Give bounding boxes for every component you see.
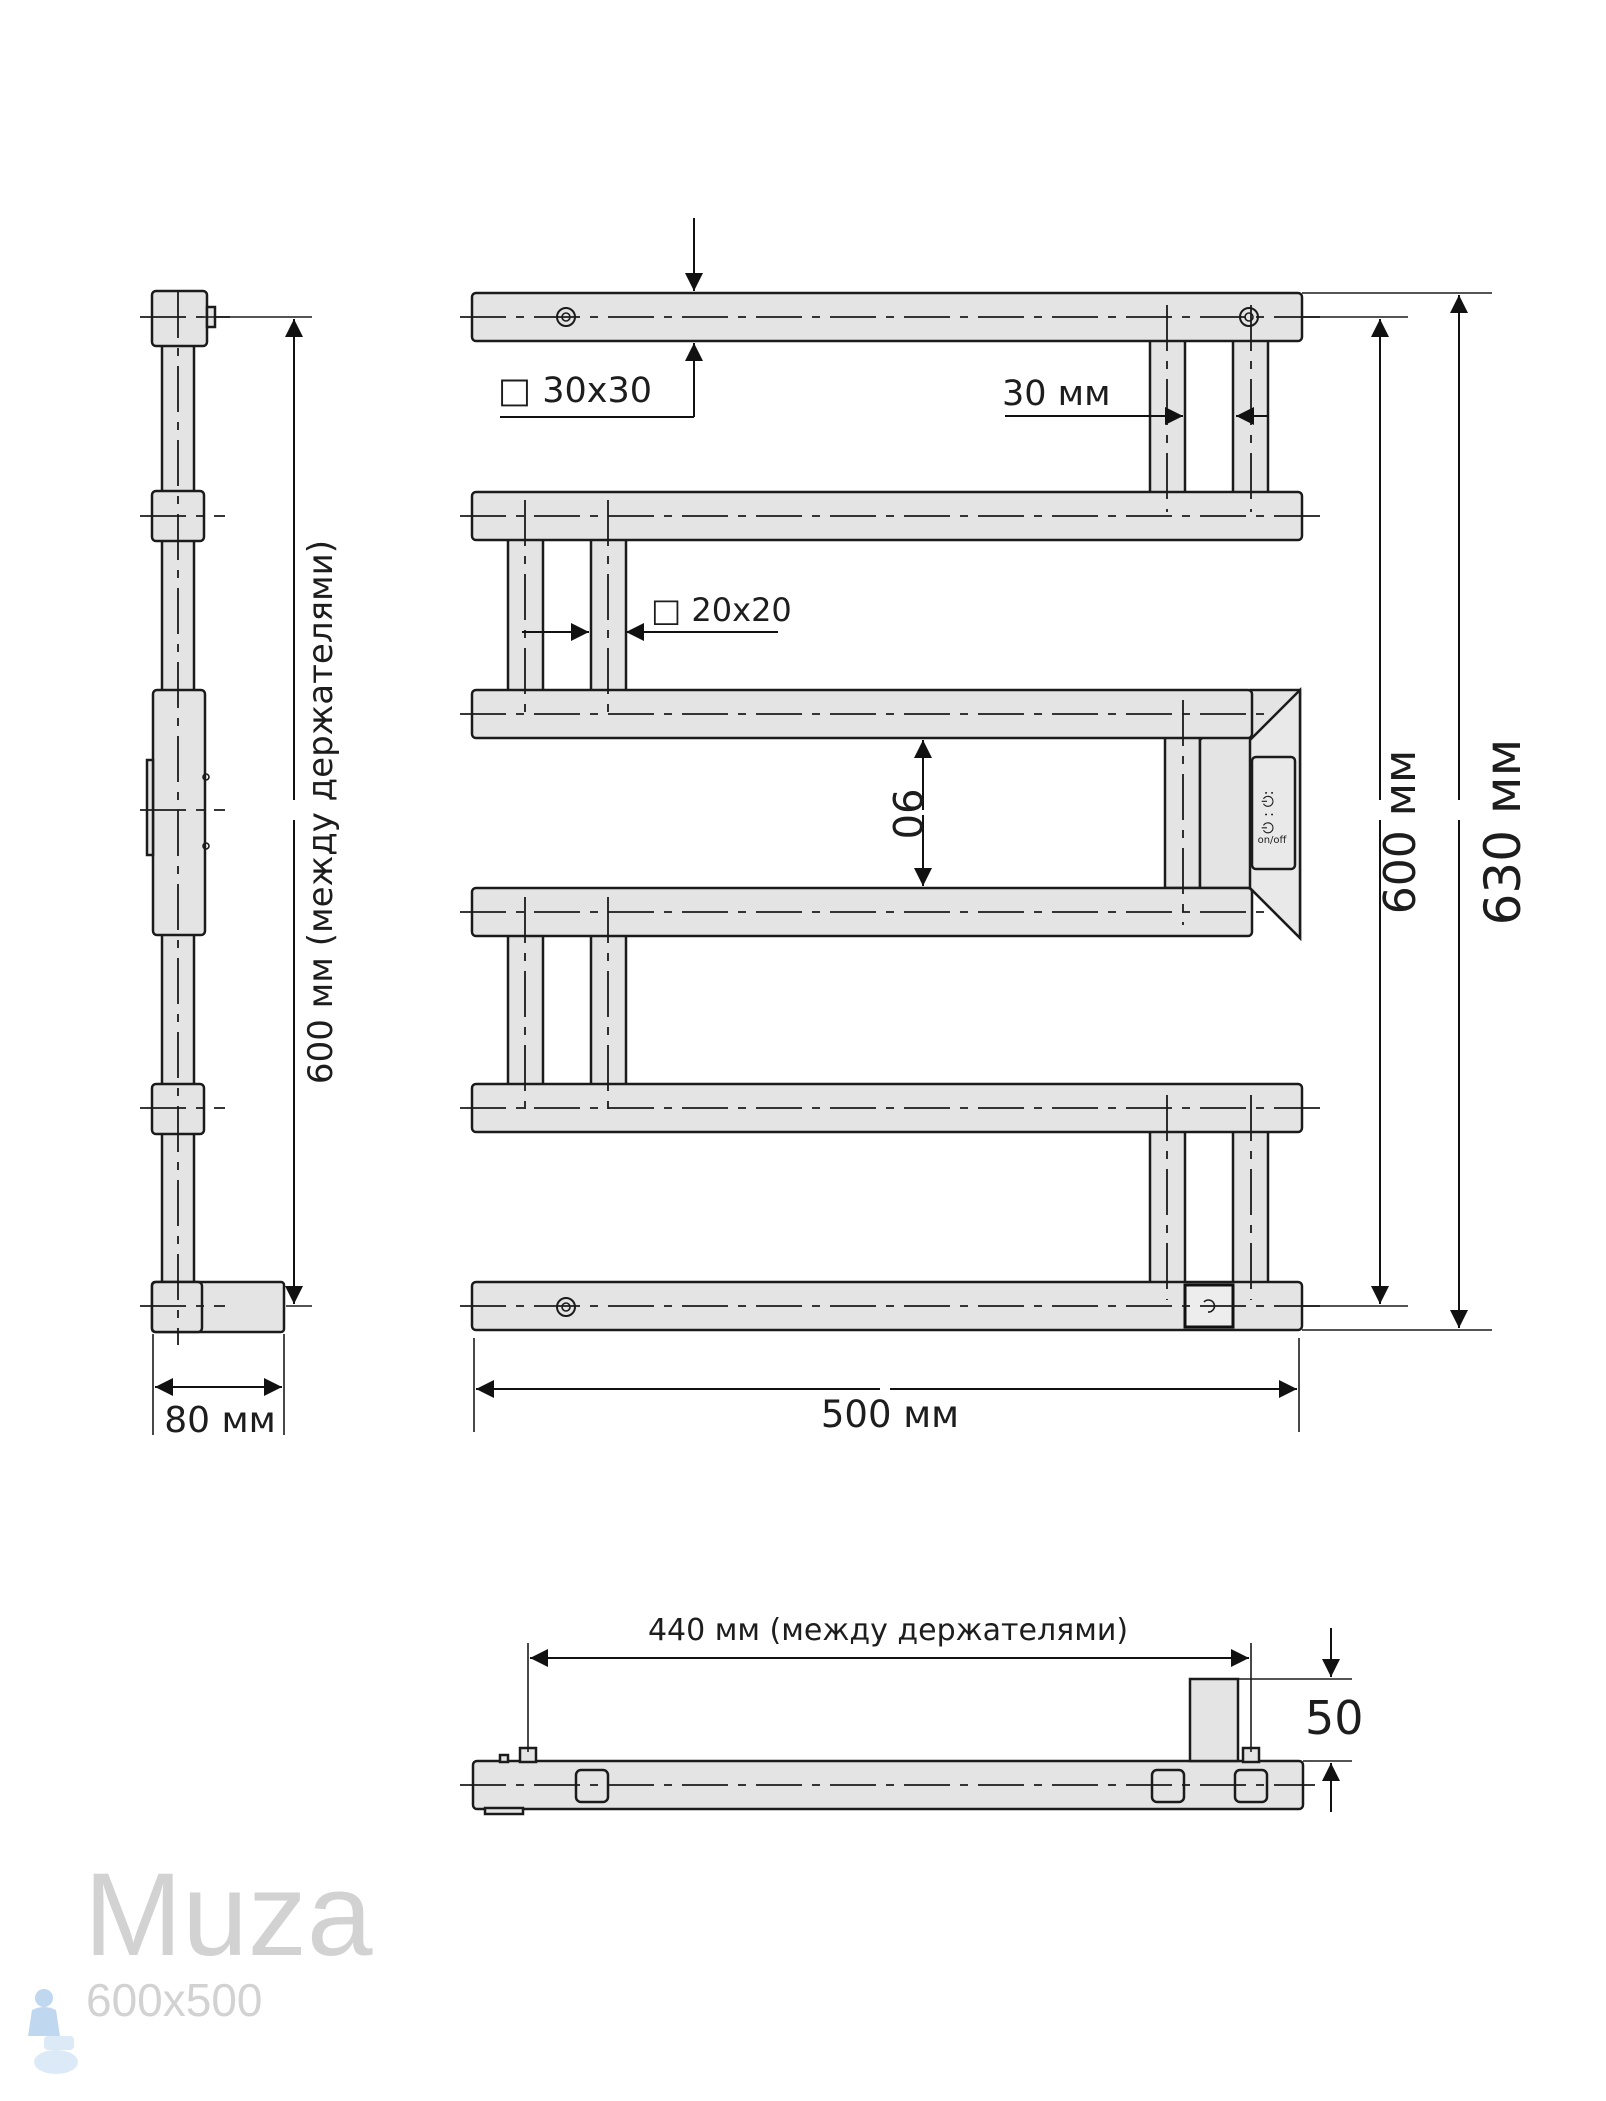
side-bottom-holder <box>152 1282 202 1332</box>
label-profile-20x20: □ 20x20 <box>651 591 792 629</box>
side-view <box>140 291 341 1441</box>
dimension-height-600 <box>1302 317 1426 1306</box>
side-top-holder <box>152 291 207 346</box>
brand-size: 600x500 <box>86 1974 263 2026</box>
brand-block <box>28 1849 373 2074</box>
dimension-profile-20x20 <box>522 591 792 632</box>
bottom-view <box>460 1613 1364 1814</box>
label-height-600: 600 мм <box>1375 749 1426 915</box>
side-control-box <box>153 690 205 935</box>
dimension-width-500 <box>474 1338 1299 1436</box>
dimension-gap-30 <box>1002 374 1269 416</box>
brand-name: Muza <box>84 1849 373 1981</box>
control-symbols: ⏻ : ⏻: <box>1259 790 1277 834</box>
label-width-500: 500 мм <box>820 1393 960 1436</box>
label-height-630: 630 мм <box>1474 738 1532 926</box>
control-onoff-label: on/off <box>1257 835 1287 846</box>
label-side-height: 600 мм (между держателями) <box>301 539 341 1085</box>
label-spacing-90: 90 <box>883 788 929 840</box>
label-gap-30: 30 мм <box>1002 374 1111 414</box>
label-bottom-440: 440 мм (между держателями) <box>647 1613 1129 1648</box>
label-profile-30x30: □ 30x30 <box>498 371 652 411</box>
front-view <box>460 218 1532 1436</box>
plumber-logo-icon <box>28 1989 78 2074</box>
label-box-50: 50 <box>1305 1691 1364 1745</box>
label-depth-80: 80 мм <box>164 1400 276 1441</box>
dimension-spacing-90 <box>883 740 929 886</box>
